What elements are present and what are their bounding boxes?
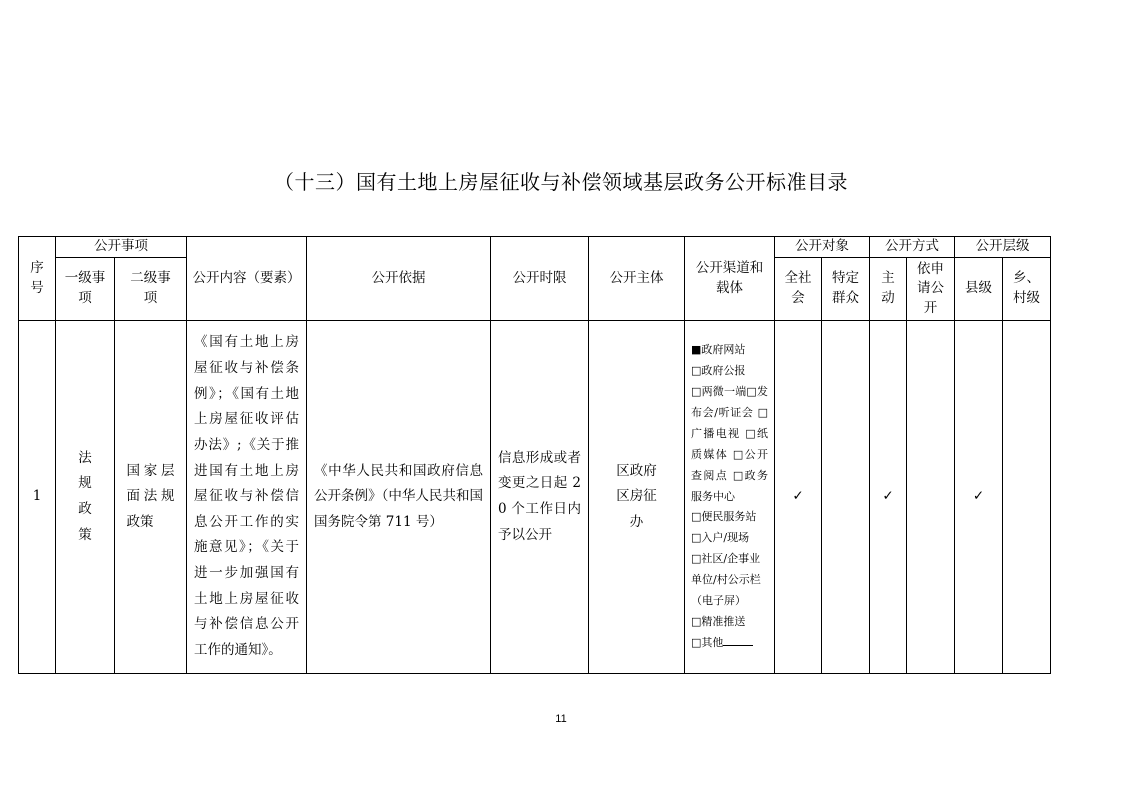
header-level2-label: 二级事项	[130, 270, 171, 306]
header-mode-apply-label: 依申请公开	[917, 260, 944, 316]
cell-mode-apply	[907, 321, 955, 674]
blank-line	[723, 636, 753, 646]
header-target-group: 公开对象	[775, 237, 870, 258]
cell-level-town	[1003, 321, 1051, 674]
header-time-limit: 公开时限	[491, 237, 589, 321]
header-target-all-label: 全社会	[784, 270, 812, 306]
header-level1	[56, 258, 115, 321]
channel-item: □便民服务站	[691, 510, 757, 524]
channel-item: □社区/企事业单位/村公示栏（电子屏）	[691, 552, 761, 607]
cell-channels	[685, 321, 775, 674]
header-mode-apply	[907, 258, 955, 321]
header-target-specific-label: 特定群众	[832, 270, 859, 306]
header-level-group: 公开层级	[955, 237, 1051, 258]
header-level1-label: 一级事项	[64, 270, 106, 306]
channel-item-other-label: □其他	[691, 635, 724, 649]
cell-target-specific	[822, 321, 870, 674]
header-level-town-label: 乡、村级	[1013, 270, 1040, 306]
page-title: （十三）国有土地上房屋征收与补偿领域基层政务公开标准目录	[274, 170, 848, 194]
header-mode-active-label: 主动	[881, 270, 895, 306]
channel-item: □入户/现场	[691, 531, 750, 545]
table-row	[19, 321, 1051, 674]
channel-list	[685, 340, 774, 653]
header-channel	[685, 237, 775, 321]
header-subject: 公开主体	[589, 237, 685, 321]
channel-item: □政府公报	[691, 364, 746, 378]
channel-item: □两微一端□发布会/听证会 □广播电视 □纸质媒体 □公开查阅点 □政务服务中心	[691, 385, 768, 503]
cell-level1-text: 法规政策	[78, 449, 92, 543]
channel-item: ■政府网站	[691, 343, 746, 357]
header-level-county: 县级	[955, 258, 1003, 321]
cell-time-limit: 信息形成或者变更之日起 20 个工作日内予以公开	[491, 321, 589, 674]
cell-level1	[56, 321, 115, 674]
header-seq	[19, 237, 56, 321]
header-row-1	[19, 237, 1051, 258]
cell-basis: 《中华人民共和国政府信息公开条例》（中华人民共和国国务院令第 711 号）	[307, 321, 491, 674]
cell-level2-text: 国家层面法规政策	[126, 462, 175, 530]
cell-target-all: ✓	[775, 321, 822, 674]
channel-item: □精准推送	[691, 614, 746, 628]
cell-seq: 1	[19, 321, 56, 674]
catalog-table	[18, 236, 1051, 674]
header-target-specific	[822, 258, 870, 321]
header-target-all	[775, 258, 822, 321]
cell-level2	[115, 321, 187, 674]
page-number: 11	[555, 713, 567, 725]
header-seq-label: 序号	[30, 260, 44, 297]
cell-content: 《国有土地上房屋征收与补偿条例》；《国有土地上房屋征收评估办法》;《关于推进国有土地上房屋征收与补偿信息公开工作的实施意见》；《关于进一步加强国有土地上房屋征收与补偿信息公开工作的通知》。	[187, 321, 307, 674]
header-content: 公开内容（要素）	[187, 237, 307, 321]
header-level-town	[1003, 258, 1051, 321]
cell-subject	[589, 321, 685, 674]
header-level2	[115, 258, 187, 321]
header-channel-label: 公开渠道和载体	[695, 259, 764, 296]
header-mode-active	[870, 258, 907, 321]
cell-subject-text: 区政府区房征办	[616, 462, 657, 530]
header-mode-group: 公开方式	[870, 237, 955, 258]
channel-item-other	[691, 633, 768, 654]
header-matters-group: 公开事项	[56, 237, 187, 258]
header-basis: 公开依据	[307, 237, 491, 321]
cell-mode-active: ✓	[870, 321, 907, 674]
cell-level-county: ✓	[955, 321, 1003, 674]
